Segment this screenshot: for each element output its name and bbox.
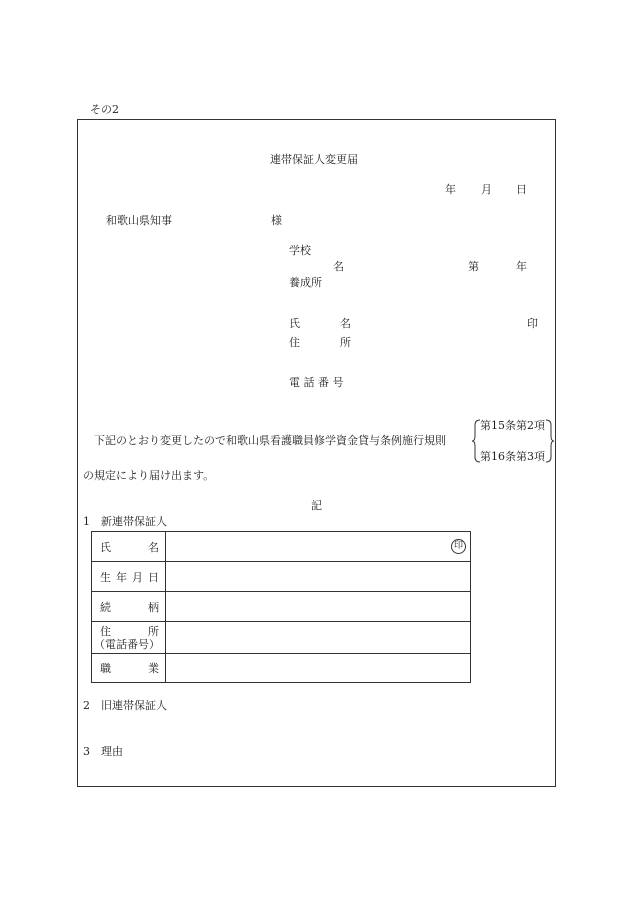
date-year: 年 <box>445 183 456 196</box>
article-option-1: 第15条第2項 <box>480 419 545 432</box>
school-line1: 学校 <box>289 244 311 257</box>
ki-heading: 記 <box>311 499 322 512</box>
applicant-name-label-2: 名 <box>340 317 351 330</box>
table-row <box>92 622 471 654</box>
table-row <box>92 654 471 683</box>
row-label-relationship: 続 柄 <box>92 592 166 622</box>
grade-dai: 第 <box>468 260 479 273</box>
row-label-address: 住 所 （電話番号） <box>92 622 166 654</box>
date-day: 日 <box>516 183 527 196</box>
section2-title: 2 旧連帯保証人 <box>83 699 167 712</box>
table-row <box>92 592 471 622</box>
birthdate-cell[interactable] <box>166 562 471 592</box>
article-option-2: 第16条第3項 <box>480 450 545 463</box>
page-label: その2 <box>90 103 119 116</box>
table-row <box>92 562 471 592</box>
grade-nen: 年 <box>516 260 527 273</box>
form-title: 連帯保証人変更届 <box>270 153 358 166</box>
body-sentence-end: の規定により届け出ます。 <box>83 469 215 482</box>
relationship-cell[interactable] <box>166 592 471 622</box>
guarantor-table <box>91 531 471 683</box>
school-mei: 名 <box>333 260 344 273</box>
school-line2: 養成所 <box>289 276 322 289</box>
section1-title: 1 新連帯保証人 <box>83 515 167 528</box>
addressee-honorific: 様 <box>271 214 282 227</box>
row-label-birthdate: 生 年 月 日 <box>92 562 166 592</box>
applicant-name-label-1: 氏 <box>289 317 300 330</box>
applicant-seal: 印 <box>527 317 538 330</box>
applicant-address-label-2: 所 <box>340 336 351 349</box>
seal-mark-icon: 印 <box>451 539 466 554</box>
occupation-cell[interactable] <box>166 654 471 683</box>
row-label-name: 氏 名 <box>92 532 166 562</box>
applicant-phone-label: 電 話 番 号 <box>289 376 344 389</box>
section3-title: 3 理由 <box>83 745 123 758</box>
address-cell[interactable] <box>166 622 471 654</box>
applicant-address-label-1: 住 <box>289 336 300 349</box>
date-month: 月 <box>481 183 492 196</box>
table-row <box>92 532 471 562</box>
addressee-name: 和歌山県知事 <box>106 214 172 227</box>
name-cell[interactable] <box>166 532 471 562</box>
right-brace <box>545 419 555 463</box>
row-label-occupation: 職 業 <box>92 654 166 683</box>
body-sentence: 下記のとおり変更したので和歌山県看護職員修学資金貸与条例施行規則 <box>94 434 446 447</box>
